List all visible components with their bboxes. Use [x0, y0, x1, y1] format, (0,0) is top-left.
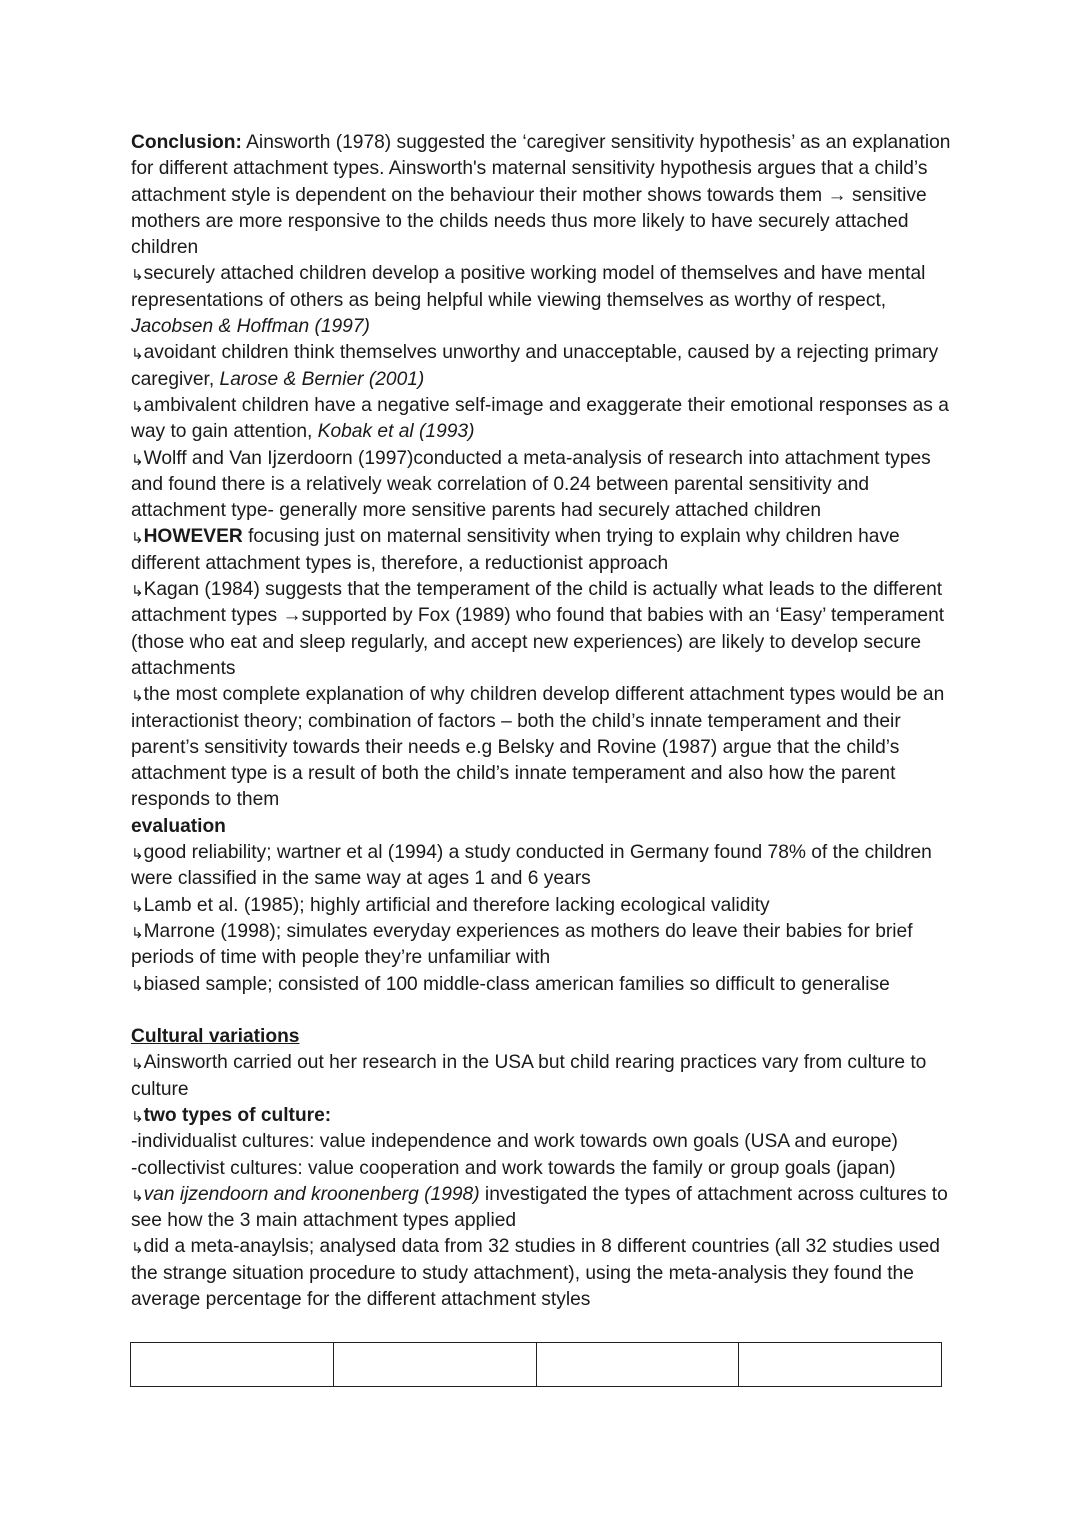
interactionist-point — [131, 682, 951, 813]
conclusion-point — [131, 393, 951, 446]
kagan-point — [131, 577, 951, 682]
point-text: securely attached children develop a positive working model of themselves and have mental representations of others as being helpful while viewing themselves as worthy of respect, — [131, 263, 926, 311]
point-text: Wolff and Van Ijzerdoorn (1997)conducted a meta-analysis of research into attachment types and found there is a relatively weak correlation of 0.24 between parental sensitivity and attachment type- generally more sensitive parents had securely attached children — [131, 447, 931, 522]
evaluation-point — [131, 893, 951, 919]
hook-arrow-icon: ↳ — [131, 687, 144, 706]
conclusion-point — [131, 261, 951, 340]
hook-arrow-icon: ↳ — [131, 450, 144, 469]
evaluation-heading: evaluation — [131, 815, 226, 837]
spacer — [131, 998, 951, 1024]
table-cell — [131, 1343, 334, 1387]
cultural-point — [131, 1182, 951, 1235]
hook-arrow-icon: ↳ — [131, 923, 144, 942]
hook-arrow-icon: ↳ — [131, 976, 144, 995]
point-text: did a meta-anaylsis; analysed data from 32 studies in 8 different countries (all 32 studies used the strange situation procedure to study attachment), using the meta-analysis they found the average percentage for the different attachment styles — [131, 1236, 940, 1311]
evaluation-point — [131, 972, 951, 998]
hook-arrow-icon: ↳ — [131, 1055, 144, 1074]
hook-arrow-icon: ↳ — [131, 345, 144, 364]
conclusion-point — [131, 340, 951, 393]
table-row — [131, 1343, 942, 1387]
conclusion-paragraph — [131, 130, 951, 261]
table-cell — [333, 1343, 536, 1387]
hook-arrow-icon: ↳ — [131, 397, 144, 416]
table-cell — [739, 1343, 942, 1387]
evaluation-point — [131, 919, 951, 972]
hook-arrow-icon: ↳ — [131, 582, 144, 601]
individualist-line: -individualist cultures: value independence and work towards own goals (USA and europe) — [131, 1131, 898, 1153]
hook-arrow-icon: ↳ — [131, 845, 144, 864]
conclusion-heading: Conclusion: — [131, 132, 242, 153]
hook-arrow-icon: ↳ — [131, 1239, 144, 1258]
hook-arrow-icon: ↳ — [131, 897, 144, 916]
point-reference: Jacobsen & Hoffman (1997) — [131, 316, 370, 338]
cultural-variations-heading: Cultural variations — [131, 1026, 300, 1048]
point-text: the most complete explanation of why children develop different attachment types would be an interactionist theory; combination of factors – both the child’s innate temperament and their parent’s sensitivity towards their needs e.g Belsky and Rovine (1987) argue that the child’s attachment type is a result of both the child’s innate temperament and also how the parent responds to them — [131, 684, 945, 811]
collectivist-line: -collectivist cultures: value cooperation and work towards the family or group goals (japan) — [131, 1157, 896, 1179]
point-text: Ainsworth carried out her research in the USA but child rearing practices vary from culture to culture — [131, 1052, 927, 1100]
two-types-heading — [131, 1103, 951, 1129]
point-text: Marrone (1998); simulates everyday experiences as mothers do leave their babies for brief periods of time with people they’re unfamiliar with — [131, 920, 913, 969]
cultural-point — [131, 1050, 951, 1103]
conclusion-point — [131, 446, 951, 525]
however-point — [131, 524, 951, 577]
hook-arrow-icon: ↳ — [131, 266, 144, 285]
point-reference: Kobak et al (1993) — [317, 421, 475, 443]
attachment-table — [130, 1342, 942, 1387]
hook-arrow-icon: ↳ — [131, 1186, 144, 1205]
point-text: biased sample; consisted of 100 middle-class american families so difficult to generalise — [143, 973, 890, 995]
conclusion-text: Ainsworth (1978) suggested the ‘caregiver sensitivity hypothesis’ as an explanation for different attachment types. Ainsworth's maternal sensitivity hypothesis argues that a child’s attachment style is dependent on the behaviour their mother shows towards them → sensitive mothers are more responsive to the childs needs thus more likely to have securely attached children — [131, 132, 951, 259]
point-reference: van ijzendoorn and kroonenberg (1998) — [143, 1183, 480, 1205]
hook-arrow-icon: ↳ — [131, 1107, 144, 1126]
point-text: investigated the types of attachment across cultures to see how the 3 main attachment types applied — [131, 1183, 948, 1232]
point-text: avoidant children think themselves unworthy and unacceptable, caused by a rejecting primary caregiver, — [131, 342, 939, 390]
point-text: good reliability; wartner et al (1994) a study conducted in Germany found 78% of the children were classified in the same way at ages 1 and 6 years — [131, 842, 932, 890]
point-text: Kagan (1984) suggests that the temperament of the child is actually what leads to the different attachment types →supported by Fox (1989) who found that babies with an ‘Easy’ temperament (those who eat and sleep regularly, and accept new experiences) are likely to develop secure attachments — [131, 579, 945, 679]
however-label: HOWEVER — [143, 526, 243, 548]
hook-arrow-icon: ↳ — [131, 529, 144, 548]
point-text: Lamb et al. (1985); highly artificial and therefore lacking ecological validity — [143, 894, 770, 916]
document-body — [131, 130, 951, 1313]
cultural-point — [131, 1234, 951, 1313]
evaluation-point — [131, 840, 951, 893]
table-cell — [536, 1343, 739, 1387]
point-text: two types of culture: — [143, 1104, 332, 1126]
point-text: ambivalent children have a negative self-image and exaggerate their emotional responses as a way to gain attention, — [131, 394, 949, 443]
point-reference: Larose & Bernier (2001) — [219, 368, 425, 390]
point-text: focusing just on maternal sensitivity when trying to explain why children have different attachment types is, therefore, a reductionist approach — [131, 526, 900, 574]
